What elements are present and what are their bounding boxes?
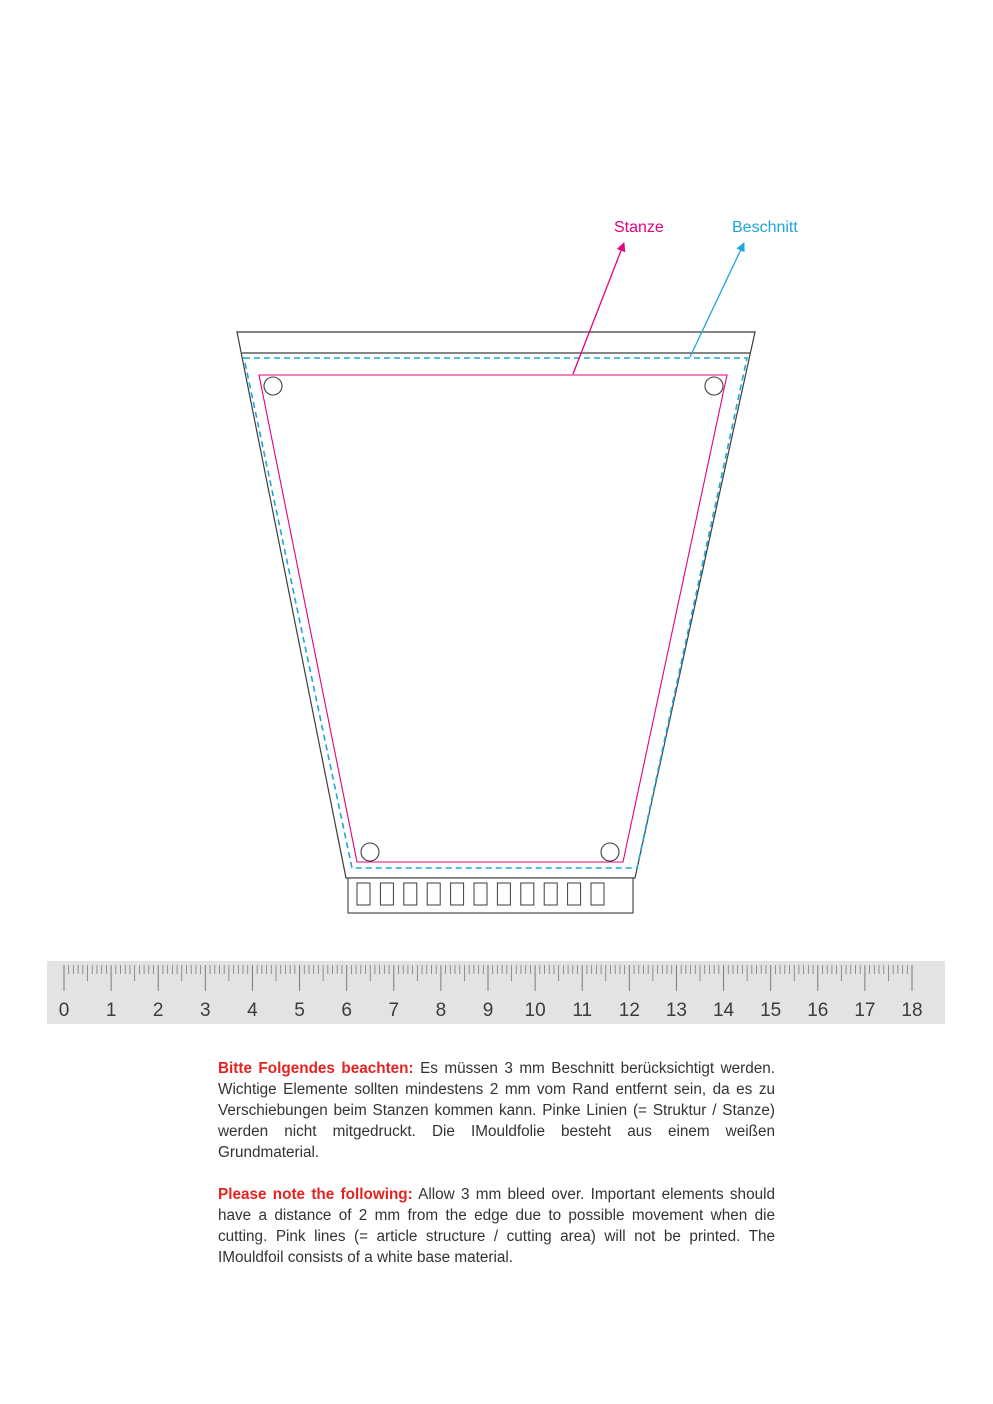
ruler-number: 16 [807, 1000, 829, 1021]
corner-hole-bottom-right [601, 843, 619, 861]
outer-outline [237, 332, 755, 878]
ruler-number: 15 [760, 1000, 782, 1021]
beschnitt-label: Beschnitt [732, 219, 798, 236]
bottom-tab [591, 883, 604, 905]
stanze-label: Stanze [614, 219, 664, 236]
stanze-leader-line [573, 243, 624, 374]
ruler-number: 2 [152, 1000, 164, 1021]
notice-english-heading: Please note the following: [218, 1186, 413, 1203]
notice-english-body: Allow 3 mm bleed over. Important elements should have a distance of 2 mm from the edge due to possible movement when die cutting. Pink lines (= article structure / cutting area) will not be printed. The IMouldfoil consists of a white base material. [218, 1186, 775, 1266]
ruler-number: 1 [105, 1000, 117, 1021]
bottom-tab [357, 883, 370, 905]
corner-hole-bottom-left [361, 843, 379, 861]
ruler-number: 8 [435, 1000, 447, 1021]
ruler [47, 961, 945, 1024]
ruler-number: 14 [712, 1000, 735, 1021]
ruler-number: 9 [482, 1000, 494, 1021]
ruler-number: 18 [901, 1000, 923, 1021]
ruler-scale [47, 961, 945, 1024]
bottom-tab [568, 883, 581, 905]
ruler-number: 12 [618, 1000, 640, 1021]
ruler-number: 6 [341, 1000, 352, 1021]
notice-german-body: Es müssen 3 mm Beschnitt berücksichtigt werden. Wichtige Elemente sollten mindestens 2 mm vom Rand entfernt sein, da es zu Verschiebungen beim Stanzen kommen kann. Pinke Linien (= Struktur / Stanze) werden nicht mitgedruckt. Die IMouldfolie besteht aus einem weißen Grundmaterial. [218, 1060, 775, 1161]
ruler-number: 5 [294, 1000, 305, 1021]
bleed-line [244, 358, 747, 868]
notice-german [218, 1058, 775, 1163]
bottom-tab [474, 883, 487, 905]
die-cut-line [259, 375, 727, 862]
ruler-number: 11 [572, 1000, 593, 1021]
ruler-number: 17 [854, 1000, 876, 1021]
bottom-tab [404, 883, 417, 905]
ruler-number: 13 [665, 1000, 688, 1021]
bottom-tab [497, 883, 510, 905]
bottom-tab [427, 883, 440, 905]
bottom-tab [380, 883, 393, 905]
ruler-number: 3 [200, 1000, 211, 1021]
corner-hole-top-right [705, 377, 723, 395]
ruler-number: 0 [58, 1000, 70, 1021]
beschnitt-leader-line [690, 243, 744, 357]
bottom-tab [544, 883, 557, 905]
bottom-tab [451, 883, 464, 905]
notice-german-heading: Bitte Folgendes beachten: [218, 1060, 414, 1077]
ruler-number: 7 [388, 1000, 400, 1021]
bottom-tab [521, 883, 534, 905]
ruler-number: 10 [524, 1000, 546, 1021]
corner-hole-top-left [264, 377, 282, 395]
notice-english [218, 1184, 775, 1268]
ruler-number: 4 [247, 1000, 258, 1021]
